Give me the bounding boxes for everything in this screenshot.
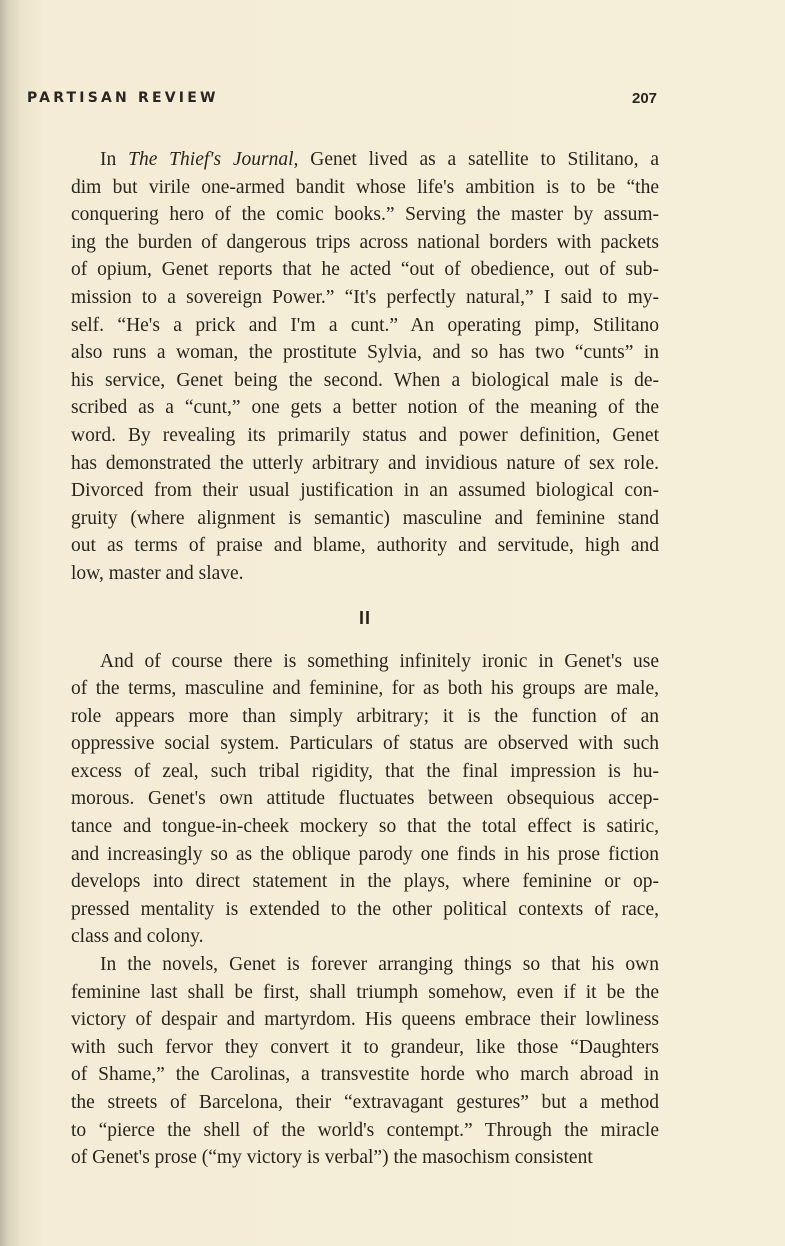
text-line: to “pierce the shell of the world's contempt.” Through the miracle: [71, 1119, 659, 1141]
text-line: class and colony.: [71, 926, 204, 948]
text-line: morous. Genet's own attitude fluctuates between obsequious accep-: [71, 788, 659, 810]
text-line: out as terms of praise and blame, authority and servitude, high and: [71, 535, 659, 557]
text-line: of Shame,” the Carolinas, a transvestite horde who march abroad in: [71, 1064, 659, 1086]
text-line: of the terms, masculine and feminine, for as both his groups are male,: [71, 678, 659, 700]
text-line: excess of zeal, such tribal rigidity, that the final impression is hu-: [71, 760, 659, 782]
text-line: develops into direct statement in the plays, where feminine or op-: [71, 871, 659, 893]
text-line: the streets of Barcelona, their “extravagant gestures” but a method: [71, 1092, 659, 1113]
text-line: low, master and slave.: [71, 562, 244, 584]
text-line: conquering hero of the comic books.” Serving the master by assum-: [71, 204, 659, 226]
paragraph-3: [71, 951, 659, 1172]
text-line: of Genet's prose (“my victory is verbal”) the masochism consistent: [71, 1147, 593, 1169]
text-line: victory of despair and martyrdom. His queens embrace their lowliness: [71, 1009, 659, 1031]
section-heading: II: [358, 607, 371, 628]
article-body: [71, 146, 659, 1172]
text-line: has demonstrated the utterly arbitrary and invidious nature of sex role.: [71, 452, 659, 474]
text-line: self. “He's a prick and I'm a cunt.” An operating pimp, Stilitano: [71, 314, 659, 336]
text-line: and increasingly so as the oblique parody one finds in his prose fiction: [71, 843, 659, 865]
text-line: pressed mentality is extended to the other political contexts of race,: [71, 898, 659, 920]
text-line: feminine last shall be first, shall triumph somehow, even if it be the: [71, 981, 659, 1003]
text-line: oppressive social system. Particulars of status are observed with such: [71, 733, 659, 755]
text-run: Genet lived as a satellite to Stilitano, a: [298, 149, 659, 170]
text-line: ing the burden of dangerous trips across national borders with packets: [71, 231, 659, 253]
text-line: gruity (where alignment is semantic) masculine and feminine stand: [71, 507, 659, 529]
text-line: role appears more than simply arbitrary; it is the function of an: [71, 705, 659, 727]
page-number: 207: [632, 90, 658, 107]
text-line: And of course there is something infinitely ironic in Genet's use: [100, 650, 659, 672]
running-header-title: PARTISAN REVIEW: [27, 90, 219, 106]
text-line: scribed as a “cunt,” one gets a better notion of the meaning of the: [71, 397, 659, 419]
text-line: also runs a woman, the prostitute Sylvia, and so has two “cunts” in: [71, 342, 659, 364]
text-run: In: [100, 149, 129, 170]
text-line: mission to a sovereign Power.” “It's perfectly natural,” I said to my-: [71, 286, 659, 308]
text-line: tance and tongue-in-cheek mockery so that the total effect is satiric,: [71, 816, 659, 838]
text-line: of opium, Genet reports that he acted “out of obedience, out of sub-: [71, 259, 659, 281]
text-line: dim but virile one-armed bandit whose life's ambition is to be “the: [71, 176, 659, 198]
text-line: In the novels, Genet is forever arranging things so that his own: [100, 954, 659, 976]
text-line: word. By revealing its primarily status and power definition, Genet: [71, 424, 659, 446]
text-line: [71, 146, 659, 174]
text-line: with such fervor they convert it to grandeur, like those “Daughters: [71, 1036, 659, 1058]
paragraph-2: [71, 648, 659, 952]
text-line: Divorced from their usual justification in an assumed biological con-: [71, 480, 659, 502]
book-title: The Thief's Journal,: [128, 149, 299, 170]
paragraph-1: [71, 146, 659, 588]
text-line: his service, Genet being the second. When a biological male is de-: [71, 369, 659, 391]
